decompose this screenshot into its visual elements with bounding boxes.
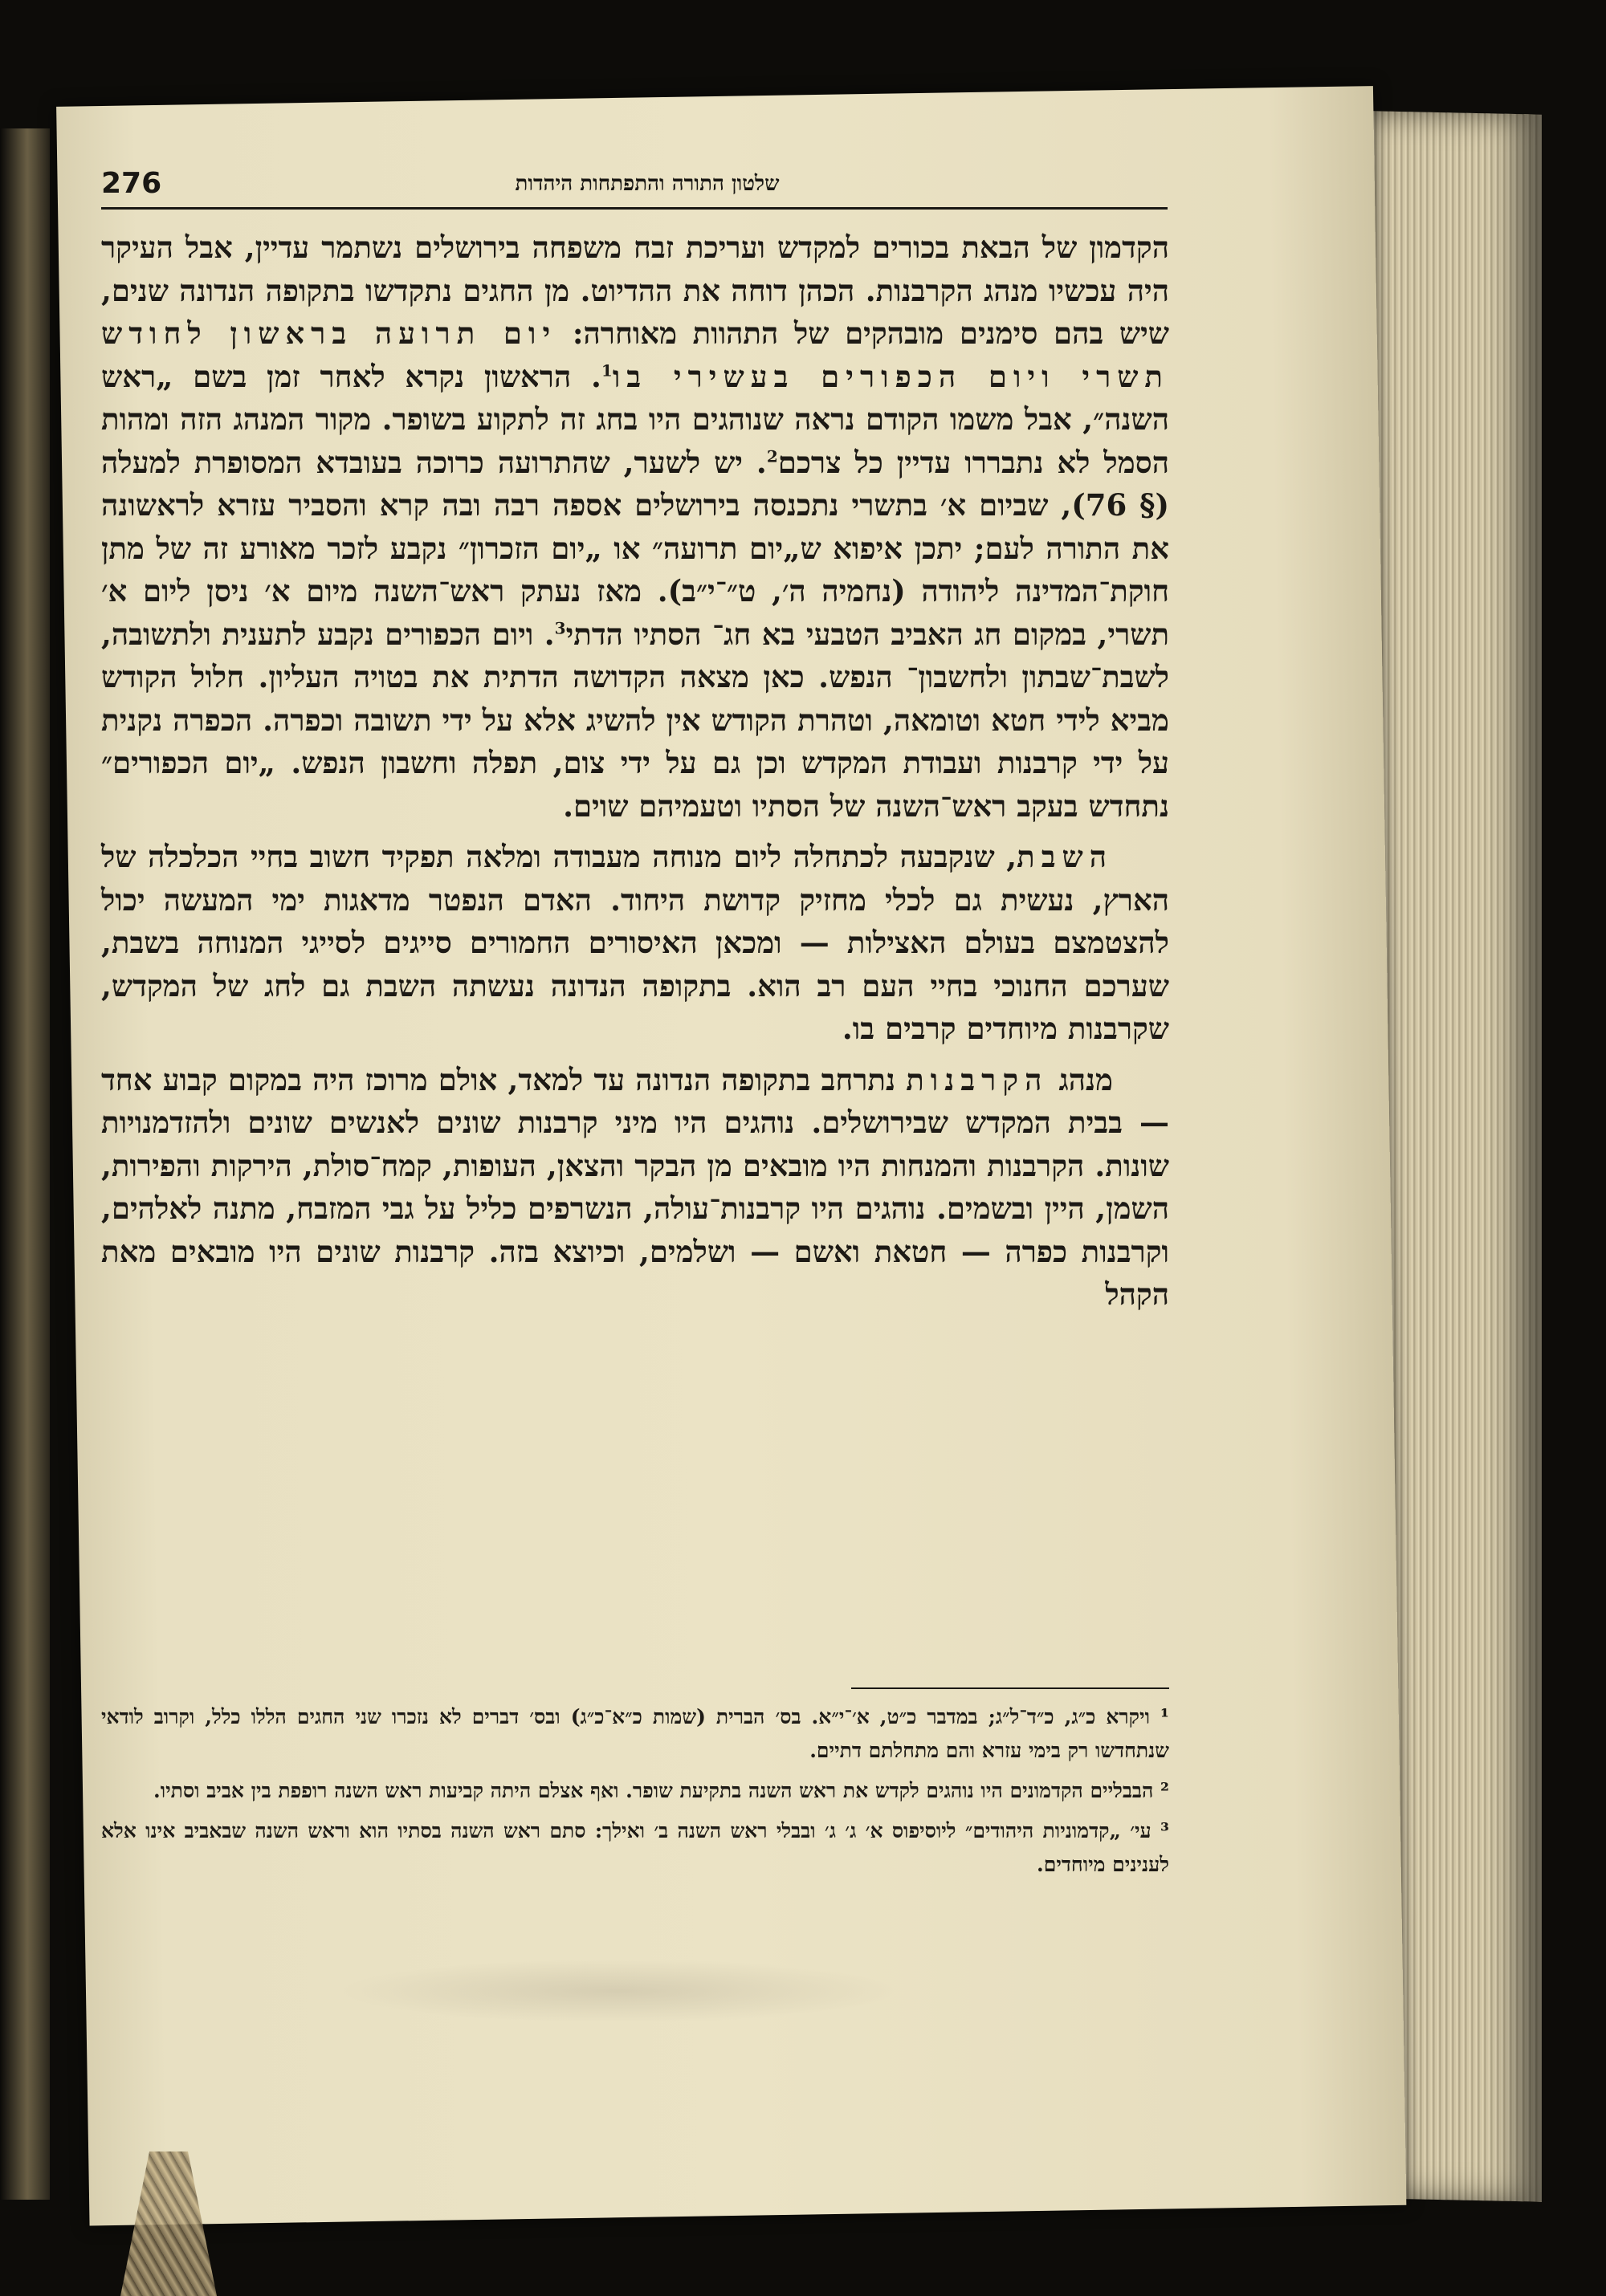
running-title: שלטון התורה והתפתחות היהדות <box>515 172 780 196</box>
line: עדיין, אבל העיקר היה עכשיו מנהג הקרבנות. הכהן דוחה את ההדיוט. מן <box>101 230 1169 308</box>
footnote-2: ² הבבליים הקדמונים היו נוהגים לקדש את ראש השנה בתקיעת שופר. ואף אצלם היתה קביעות ראש השנה רופפת בין אביב וסתיו. <box>153 1779 1169 1802</box>
book-spine-edge <box>0 128 50 2200</box>
line: . יש לשער, שהתרועה כרוכה בעובדא המסופרת למעלה (§ 76), <box>101 444 1169 523</box>
line: לאנשים שונים ולהזדמנויות שונות. הקרבנות והמנחות היו מובאים מן הבקר <box>101 1105 1169 1183</box>
emphasis: יום תרועה בראשון לחודש תשרי ויום הכפורים בעשירי בו <box>101 315 1169 394</box>
line: הכלכלה של הארץ, נעשית גם לכלי מחזיק קדושת היחוד. האדם הנפטר מדאגות <box>101 839 1169 918</box>
page-header <box>101 161 1168 218</box>
footnote-rule <box>851 1687 1169 1689</box>
line: ראש־השנה מיום א׳ ניסן ליום א׳ תשרי, במקום חג האביב הטבעי בא חג־ <box>101 573 1170 652</box>
line: כל צרכם <box>777 444 883 480</box>
emphasis: השבת <box>1017 839 1113 874</box>
paragraph-3 <box>101 1059 1169 1317</box>
bleed-through-shadow <box>337 1959 899 2023</box>
line: והצאן, העופות, קמח־סולת, הירקות והפירות, השמן, היין ובשמים. נוהגים היו <box>101 1147 1170 1226</box>
line: . ויום הכפורים נקבע לתענית ולתשובה, לשבת־שבתון ולחשבון־ <box>101 616 1169 694</box>
line: לזכר מאורע זה של מתן חוקת־המדינה ליהודה (נחמיה ה׳, ט״־י״ב). מאז נעתק <box>101 530 1169 609</box>
line: נתרחב בתקופה הנדונה עד למאד, אולם מרוכז היה <box>312 1061 907 1097</box>
line: חטא וטומאה, וטהרת הקודש אין להשיג אלא על ידי תשובה וכפרה. הכפרה <box>173 702 1046 738</box>
line: נקנית על ידי קרבנות ועבודת המקדש וכן גם על ידי צום, תפלה וחשבון הנפש. <box>101 702 1169 780</box>
line: הקדמון של הבאת בכורים למקדש ועריכת זבח משפחה בירושלים נשתמר <box>321 230 1169 265</box>
line: „יום הכפורים״ נתחדש בעקב ראש־השנה של הסתיו וטעמיהם שוים. <box>101 745 1169 824</box>
emphasis: הקרבנות <box>906 1061 1049 1097</box>
footnote-1: ¹ ויקרא כ״ג, כ״ד־ל״ג; במדבר כ״ט, א׳־י״א. בס׳ הברית (שמות כ״א־כ״ג) ובס׳ דברים לא נזכרו שני החגים הללו כלל, וקרוב לודאי שנתחדשו רק בימי עזרא והם מתחלתם דתיים. <box>101 1705 1169 1762</box>
footnote-ref: 2 <box>766 446 778 466</box>
line: ימי המעשה יכול להצטמצם בעולם האצילות — ומכאן האיסורים החמורים סייגים <box>101 881 1169 960</box>
line: מנהג <box>1058 1061 1113 1097</box>
line: חטאת ואשם — ושלמים, וכיוצא בזה. קרבנות שונים היו מובאים מאת הקהל <box>101 1233 1169 1312</box>
line: , שנקבעה לכתחלה ליום מנוחה מעבודה ומלאה תפקיד חשוב בחיי <box>250 839 1017 874</box>
line: מאוחרה: <box>572 315 677 351</box>
line: היו בחג זה לתקוע בשופר. מקור המנהג הזה ומהות הסמל לא נתבררו עדיין <box>101 401 1169 480</box>
page-number: 276 <box>101 167 162 200</box>
line: לראשונה את התורה לעם; יתכן איפוא ש„יום תרועה״ או „יום הזכרון״ נקבע <box>101 487 1169 566</box>
paragraph-1 <box>101 226 1169 828</box>
line: הנפש. כאן מצאה הקדושה הדתית את בטויה העליון. חלול הקודש מביא לידי <box>101 659 1169 738</box>
line: הסתיו הדתי <box>565 616 702 652</box>
line: קרבנות־עולה, הנשרפים כליל על גבי המזבח, מתנה לאלהים, וקרבנות כפרה — <box>101 1191 1169 1269</box>
paragraph-2 <box>101 836 1169 1051</box>
line: לסייגי המנוחה בשבת, שערכם החנוכי בחיי העם רב הוא. בתקופה הנדונה <box>101 925 1169 1003</box>
header-rule <box>101 207 1168 210</box>
line: . הראשון נקרא לאחר זמן בשם „ראש השנה״, אבל משמו הקודם נראה שנוהגים <box>101 358 1169 437</box>
body-text <box>101 226 1169 1317</box>
line: במקום קבוע אחד — בבית המקדש שבירושלים. נוהגים היו מיני קרבנות שונים <box>101 1061 1169 1140</box>
footnote-3: ³ עי׳ „קדמוניות היהודים״ ליוסיפוס א׳ ג׳ ג׳ ובבלי ראש השנה ב׳ ואילך: סתם ראש השנה בסתיו הוא וראש השנה שבאביב אינו אלא לענינים מיוחדים. <box>101 1819 1169 1876</box>
line: החגים נתקדשו בתקופה הנדונה שנים, שיש בהם סימנים מובהקים של התהוות <box>101 272 1169 351</box>
footnote-ref: 1 <box>601 360 613 381</box>
footnotes <box>101 1700 1169 1888</box>
line: נעשתה השבת גם לחג של המקדש, שקרבנות מיוחדים קרבים בו. <box>101 967 1169 1046</box>
line: שביום א׳ בתשרי נתכנסה בירושלים אספה רבה ובה קרא והסביר עזרא <box>217 487 1049 523</box>
footnote-ref: 3 <box>554 618 566 638</box>
